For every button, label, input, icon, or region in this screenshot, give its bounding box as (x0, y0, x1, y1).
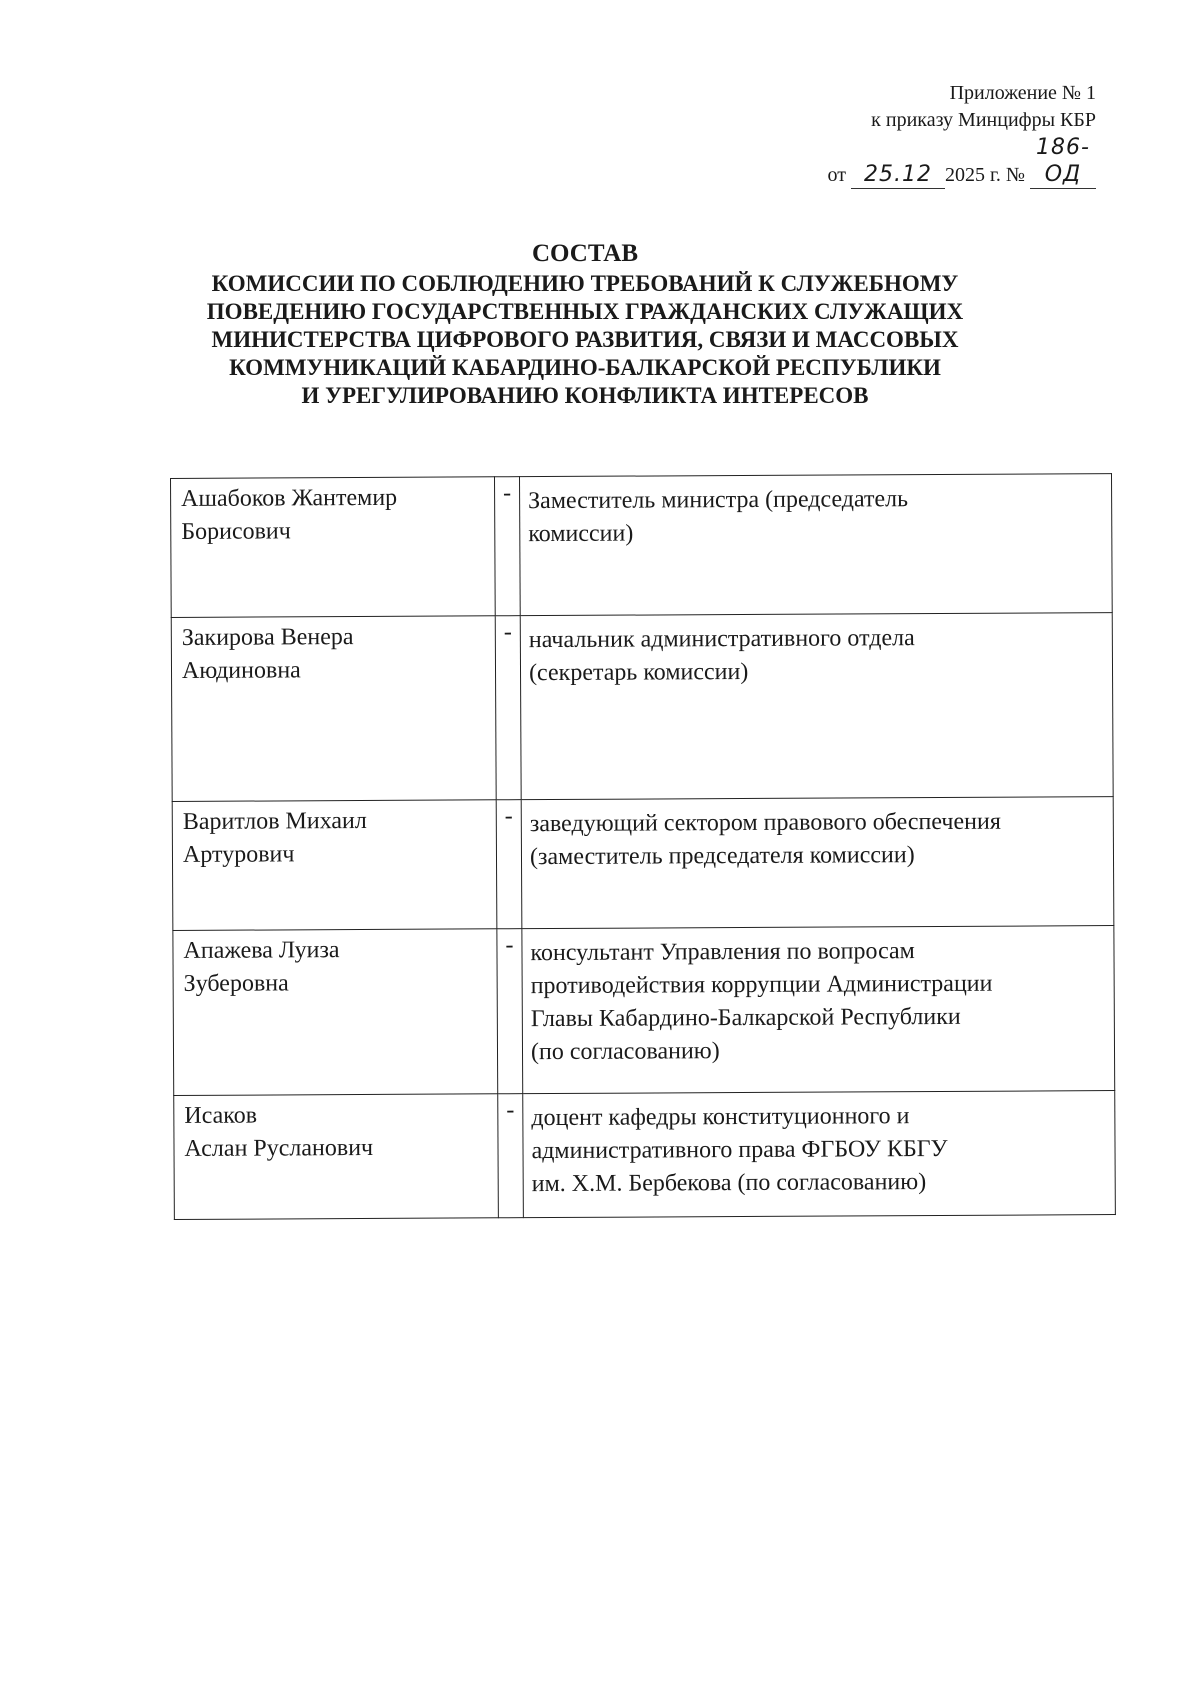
member-role-line: им. Х.М. Бербекова (по согласованию) (531, 1169, 927, 1198)
dash-cell: - (496, 800, 522, 929)
appendix-date-line (827, 134, 1096, 189)
member-role-cell (522, 926, 1115, 1094)
member-name-cell (171, 477, 496, 618)
date-prefix: от (827, 164, 846, 186)
member-role-line: Заместитель министра (председатель (528, 486, 909, 515)
member-name-line: Аслан Русланович (184, 1134, 374, 1162)
members-table (170, 473, 1116, 1220)
member-name-cell (172, 800, 497, 931)
dash-cell: - (497, 929, 523, 1094)
appendix-order-reference: к приказу Минцифры КБР (871, 109, 1096, 131)
member-role-line: начальник административного отдела (528, 625, 915, 654)
member-name-cell (173, 929, 498, 1096)
table-row (171, 613, 1113, 802)
title-heading: СОСТАВ (531, 240, 639, 267)
member-role-line: консультант Управления по вопросам (530, 938, 915, 967)
member-role-line: доцент кафедры конституционного и (531, 1103, 910, 1132)
member-role-cell (523, 1091, 1116, 1218)
member-name-line: Исаков (184, 1102, 258, 1129)
title-line: КОМИССИИ ПО СОБЛЮДЕНИЮ ТРЕБОВАНИЙ К СЛУЖЕБНОМУ (211, 271, 959, 296)
member-role-line: (секретарь комиссии) (528, 658, 749, 687)
dash-cell: - (495, 616, 521, 800)
member-name-line: Варитлов Михаил (182, 807, 367, 835)
title-line: И УРЕГУЛИРОВАНИЮ КОНФЛИКТА ИНТЕРЕСОВ (301, 383, 869, 408)
appendix-header (827, 80, 1096, 189)
member-name-line: Аюдиновна (181, 657, 301, 684)
title-line: ПОВЕДЕНИЮ ГОСУДАРСТВЕННЫХ ГРАЖДАНСКИХ СЛУЖАЩИХ (206, 299, 964, 324)
table-row (174, 1091, 1116, 1220)
member-name-line: Закирова Венера (181, 624, 354, 651)
member-role-cell (519, 474, 1112, 616)
member-role-line: (по согласованию) (530, 1038, 720, 1066)
member-name-cell (171, 616, 496, 802)
document-title (150, 238, 1020, 410)
title-line: КОММУНИКАЦИЙ КАБАРДИНО-БАЛКАРСКОЙ РЕСПУБЛИКИ (229, 355, 941, 380)
appendix-title: Приложение № 1 (949, 82, 1096, 104)
member-role-cell (520, 613, 1113, 800)
handwritten-order-number: 186-ОД (1030, 134, 1096, 189)
table-row (171, 474, 1113, 618)
table-row (172, 797, 1114, 931)
member-name-cell (174, 1094, 499, 1220)
member-role-line: административного права ФГБОУ КБГУ (531, 1135, 948, 1165)
member-role-line: комиссии) (528, 520, 634, 548)
table-row (173, 926, 1115, 1096)
member-name-line: Ашабоков Жантемир (181, 484, 398, 512)
dash-cell: - (498, 1094, 524, 1218)
year-text: 2025 г. № (944, 164, 1025, 186)
member-name-line: Артурович (182, 841, 295, 868)
member-role-line: (заместитель председателя комиссии) (529, 842, 915, 871)
member-name-line: Борисович (181, 518, 291, 545)
member-name-line: Зуберовна (183, 970, 289, 997)
member-role-cell (521, 797, 1114, 929)
member-role-line: Главы Кабардино-Балкарской Республики (530, 1003, 961, 1033)
member-name-line: Апажева Луиза (183, 937, 340, 964)
handwritten-date: 25.12 (851, 161, 945, 189)
dash-cell: - (494, 477, 520, 616)
member-role-line: заведующий сектором правового обеспечения (529, 808, 1001, 838)
title-line: МИНИСТЕРСТВА ЦИФРОВОГО РАЗВИТИЯ, СВЯЗИ И МАССОВЫХ (211, 327, 959, 352)
member-role-line: противодействия коррупции Администрации (530, 970, 993, 1000)
